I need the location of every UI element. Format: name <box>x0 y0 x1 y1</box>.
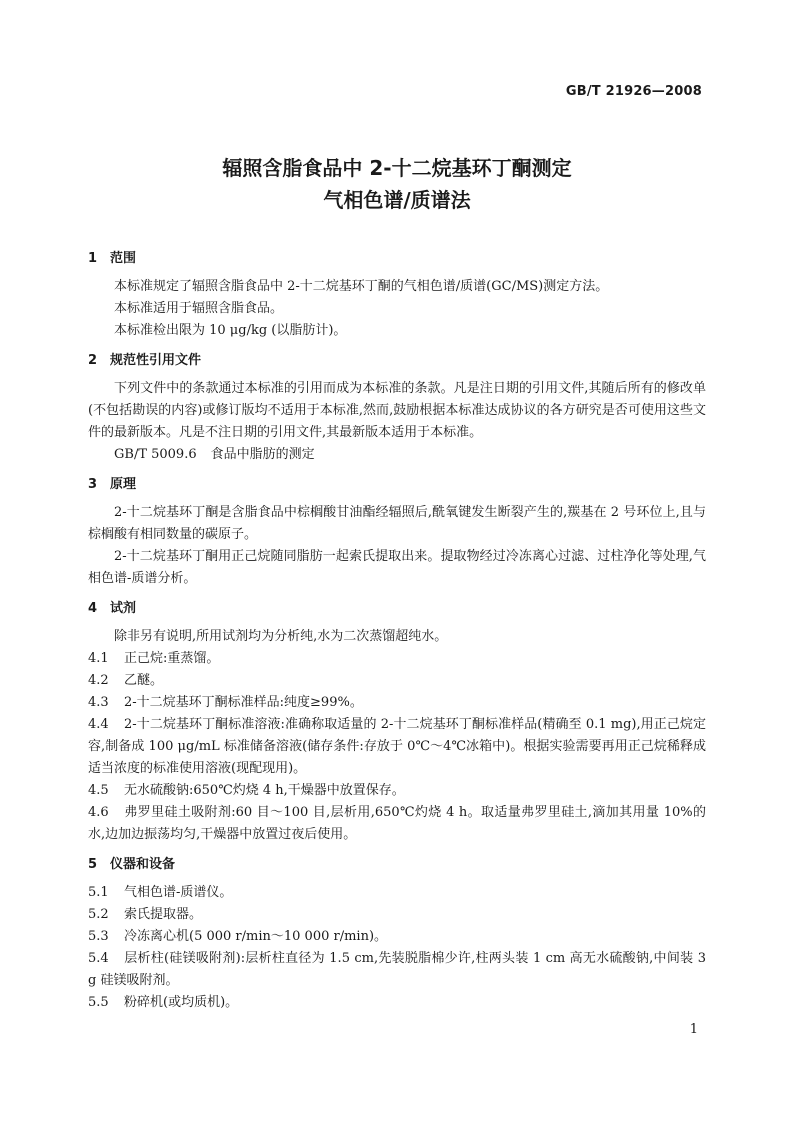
document-title <box>0 152 794 216</box>
list-item <box>88 692 706 714</box>
item-text: 冷冻离心机(5 000 r/min～10 000 r/min)。 <box>124 929 388 944</box>
document-body <box>88 248 706 1014</box>
title-line-2: 气相色谱/质谱法 <box>323 188 471 212</box>
reference-code: GB/T 5009.6 <box>114 447 197 462</box>
list-item <box>88 802 706 846</box>
section-title: 范围 <box>110 251 137 266</box>
item-text: 正己烷:重蒸馏。 <box>124 651 220 666</box>
list-item <box>88 780 706 802</box>
paragraph: 除非另有说明,所用试剂均为分析纯,水为二次蒸馏超纯水。 <box>114 629 448 644</box>
paragraph: 本标准适用于辐照含脂食品。 <box>114 301 284 316</box>
list-item <box>88 904 706 926</box>
section-heading-reagents <box>88 598 706 620</box>
reference-entry <box>88 444 706 466</box>
list-item <box>88 948 706 992</box>
item-text: 层析柱(硅镁吸附剂):层析柱直径为 1.5 cm,先装脱脂棉少许,柱两头装 1 cm 高无水硫酸钠,中间装 3 g 硅镁吸附剂。 <box>88 951 706 988</box>
item-text: 无水硫酸钠:650℃灼烧 4 h,干燥器中放置保存。 <box>124 783 405 798</box>
list-item <box>88 926 706 948</box>
item-number: 4.5 <box>88 783 109 798</box>
paragraph: 2-十二烷基环丁酮用正己烷随同脂肪一起索氏提取出来。提取物经过冷冻离心过滤、过柱净化等处理,气相色谱-质谱分析。 <box>88 549 706 586</box>
standard-code: GB/T 21926—2008 <box>565 84 702 99</box>
item-text: 乙醚。 <box>124 673 164 688</box>
item-number: 5.3 <box>88 929 109 944</box>
section-heading-normative-references <box>88 350 706 372</box>
section-number: 1 <box>88 251 98 266</box>
list-item <box>88 670 706 692</box>
item-number: 4.2 <box>88 673 109 688</box>
item-text: 索氏提取器。 <box>124 907 203 922</box>
list-item <box>88 714 706 780</box>
item-number: 4.1 <box>88 651 109 666</box>
item-text: 粉碎机(或均质机)。 <box>124 995 239 1010</box>
item-number: 5.2 <box>88 907 109 922</box>
section-title: 规范性引用文件 <box>110 353 202 368</box>
list-item <box>88 882 706 904</box>
reference-title: 食品中脂肪的测定 <box>210 447 315 462</box>
item-number: 5.1 <box>88 885 109 900</box>
item-text: 气相色谱-质谱仪。 <box>124 885 233 900</box>
item-text: 2-十二烷基环丁酮标准溶液:准确称取适量的 2-十二烷基环丁酮标准样品(精确至 0.1 mg),用正己烷定容,制备成 100 μg/mL 标准储备溶液(储存条件:存放于 0℃～4℃冰箱中)。根据实验需要再用正己烷稀释成适当浓度的标准使用溶液(现配现用)。 <box>88 717 706 776</box>
list-item <box>88 648 706 670</box>
page-number: 1 <box>689 1022 698 1037</box>
section-number: 5 <box>88 857 98 872</box>
item-number: 5.4 <box>88 951 109 966</box>
item-number: 4.6 <box>88 805 109 820</box>
paragraph: 2-十二烷基环丁酮是含脂食品中棕榈酸甘油酯经辐照后,酰氧键发生断裂产生的,羰基在 2 号环位上,且与棕榈酸有相同数量的碳原子。 <box>88 505 706 542</box>
item-number: 4.3 <box>88 695 109 710</box>
section-number: 3 <box>88 477 98 492</box>
section-title: 仪器和设备 <box>110 857 176 872</box>
section-heading-apparatus <box>88 854 706 876</box>
item-number: 5.5 <box>88 995 109 1010</box>
item-text: 弗罗里硅土吸附剂:60 目～100 目,层析用,650℃灼烧 4 h。取适量弗罗里硅土,滴加其用量 10%的水,边加边振荡均匀,干燥器中放置过夜后使用。 <box>88 805 706 842</box>
paragraph: 下列文件中的条款通过本标准的引用而成为本标准的条款。凡是注日期的引用文件,其随后所有的修改单(不包括勘误的内容)或修订版均不适用于本标准,然而,鼓励根据本标准达成协议的各方研究是否可使用这些文件的最新版本。凡是不注日期的引用文件,其最新版本适用于本标准。 <box>88 381 706 440</box>
item-number: 4.4 <box>88 717 109 732</box>
section-number: 4 <box>88 601 98 616</box>
list-item <box>88 992 706 1014</box>
section-heading-scope <box>88 248 706 270</box>
section-heading-principle <box>88 474 706 496</box>
title-line-1: 辐照含脂食品中 2-十二烷基环丁酮测定 <box>222 156 572 180</box>
section-number: 2 <box>88 353 98 368</box>
paragraph: 本标准规定了辐照含脂食品中 2-十二烷基环丁酮的气相色谱/质谱(GC/MS)测定方法。 <box>114 279 609 294</box>
item-text: 2-十二烷基环丁酮标准样品:纯度≥99%。 <box>124 695 363 710</box>
section-title: 试剂 <box>110 601 137 616</box>
paragraph: 本标准检出限为 10 μg/kg (以脂肪计)。 <box>114 323 347 338</box>
section-title: 原理 <box>110 477 137 492</box>
